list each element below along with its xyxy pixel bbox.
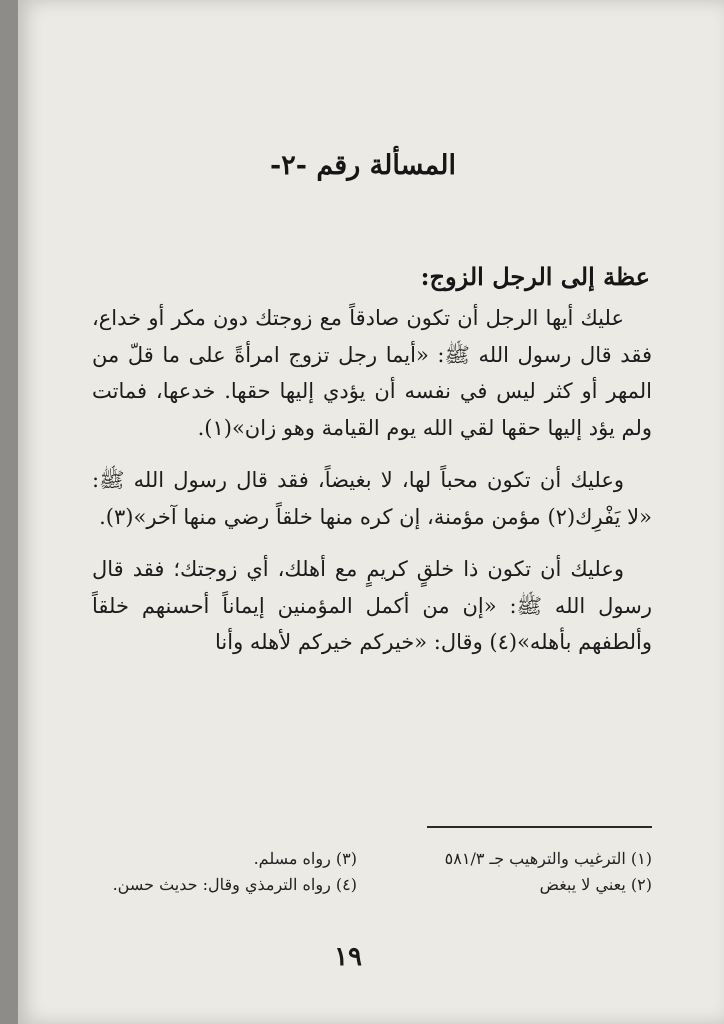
page-title: المسألة رقم -٢- [269,150,456,181]
paragraph-2: وعليك أن تكون محباً لها، لا بغيضاً، فقد قال رسول الله ﷺ: «لا يَفْرِك(٢) مؤمن مؤمنة، إن كره منها خلقاً رضي منها آخر»(٣). [92,468,652,529]
footnotes [92,846,652,898]
footnote-2: (٢) يعني لا يبغض [539,875,652,894]
footnote-1: (١) الترغيب والترهيب جـ ٥٨١/٣ [444,849,652,868]
footnote-4: (٤) رواه الترمذي وقال: حديث حسن. [112,875,357,894]
footnote-row [92,872,652,898]
book-spine-shadow [0,0,18,1024]
section-heading: عظة إلى الرجل الزوج: [420,262,650,291]
body-text [92,300,652,677]
footnote-row [92,846,652,872]
footnote-3: (٣) رواه مسلم. [253,849,357,868]
paragraph-1: عليك أيها الرجل أن تكون صادقاً مع زوجتك دون مكر أو خداع، فقد قال رسول الله ﷺ: «أيما رجل تزوج امرأةً على ما قلّ من المهر أو كثر ليس في نفسه أن يؤدي إليها حقها. خدعها، فماتت ولم يؤد إليها حقها لقي الله يوم القيامة وهو زان»(١). [92,306,652,440]
paragraph-3: وعليك أن تكون ذا خلقٍ كريمٍ مع أهلك، أي زوجتك؛ فقد قال رسول الله ﷺ: «إن من أكمل المؤمنين إيماناً أحسنهم خلقاً وألطفهم بأهله»(٤) وقال: «خيركم خيركم لأهله وأنا [92,557,652,654]
page-number: ١٩ [334,942,362,972]
footnote-divider [427,826,652,828]
